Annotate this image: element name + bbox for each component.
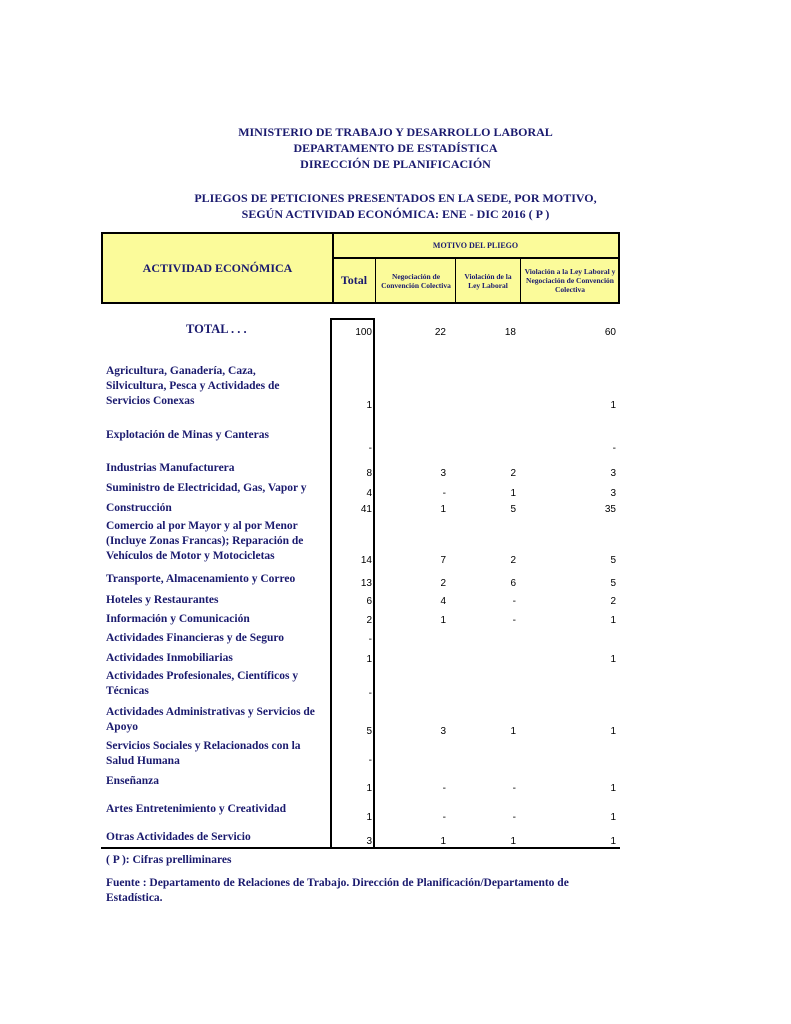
negotiation-column-header xyxy=(378,259,454,302)
value-total: 5 xyxy=(366,726,372,737)
division-name: DIRECCIÓN DE PLANIFICACIÓN xyxy=(300,157,491,171)
activity-label: Información y Comunicación xyxy=(106,613,250,625)
table-title-line1: PLIEGOS DE PETICIONES PRESENTADOS EN LA SEDE, POR MOTIVO, xyxy=(194,191,597,205)
value-total: 13 xyxy=(360,578,372,589)
value-both: 1 xyxy=(610,836,616,847)
value-total: - xyxy=(368,755,372,766)
activity-label: Transporte, Almacenamiento y Correo xyxy=(106,573,296,585)
table-header xyxy=(101,232,620,304)
value-total: 8 xyxy=(366,468,372,479)
activity-label: Comercio al por Mayor y al por Menor (Incluye Zonas Francas); Reparación de Vehículos de Motor y Motocicletas xyxy=(106,520,304,562)
total-column-label: Total xyxy=(340,273,368,287)
value-neg: - xyxy=(442,812,446,823)
value-neg: - xyxy=(442,488,446,499)
value-both: 35 xyxy=(604,504,616,515)
activity-label: Hoteles y Restaurantes xyxy=(106,594,219,606)
value-neg: 3 xyxy=(440,468,446,479)
totals-total: 100 xyxy=(355,327,372,338)
value-neg: 1 xyxy=(440,836,446,847)
value-total: 1 xyxy=(366,783,372,794)
activity-label: Servicios Sociales y Relacionados con la Salud Humana xyxy=(106,740,301,767)
value-total: 14 xyxy=(360,555,372,566)
value-total: - xyxy=(368,688,372,699)
value-total: 1 xyxy=(366,654,372,665)
activity-label: Industrias Manufacturera xyxy=(106,462,235,474)
preliminary-note: ( P ): Cifras prelliminares xyxy=(106,854,232,866)
value-viol: - xyxy=(512,783,516,794)
value-both: 5 xyxy=(610,578,616,589)
activity-label: Artes Entretenimiento y Creatividad xyxy=(106,803,287,815)
activity-label: Actividades Financieras y de Seguro xyxy=(106,632,285,644)
value-both: 1 xyxy=(610,615,616,626)
table-title-line2: SEGÚN ACTIVIDAD ECONÓMICA: ENE - DIC 2016 ( P ) xyxy=(241,207,550,221)
value-both: - xyxy=(612,443,616,454)
total-column-header xyxy=(333,259,375,302)
value-viol: 2 xyxy=(510,555,516,566)
value-both: 2 xyxy=(610,596,616,607)
value-both: 1 xyxy=(610,783,616,794)
value-viol: 1 xyxy=(510,488,516,499)
value-neg: 7 xyxy=(440,555,446,566)
table-bottom-rule xyxy=(101,847,620,849)
value-total: 3 xyxy=(366,836,372,847)
activity-label: Actividades Profesionales, Científicos y Técnicas xyxy=(106,670,299,697)
both-column-label: Violación a la Ley Laboral y Negociación de Convención Colectiva xyxy=(524,267,616,294)
activity-column-label: ACTIVIDAD ECONÓMICA xyxy=(142,260,293,275)
value-viol: 2 xyxy=(510,468,516,479)
activity-label: Construcción xyxy=(106,502,172,514)
value-total: - xyxy=(368,443,372,454)
value-both: 3 xyxy=(610,488,616,499)
value-total: 6 xyxy=(366,596,372,607)
value-both: 5 xyxy=(610,555,616,566)
activity-label: Otras Actividades de Servicio xyxy=(106,831,251,843)
value-both: 1 xyxy=(610,400,616,411)
totals-row xyxy=(0,322,791,340)
value-total: 1 xyxy=(366,400,372,411)
activity-label: Agricultura, Ganadería, Caza, Silvicultura, Pesca y Actividades de Servicios Conexas xyxy=(106,365,280,407)
totals-violation: 18 xyxy=(504,327,516,338)
violation-column-header xyxy=(458,259,518,302)
department-name: DEPARTAMENTO DE ESTADÍSTICA xyxy=(293,141,498,155)
activity-label: Enseñanza xyxy=(106,775,160,787)
value-neg: - xyxy=(442,783,446,794)
activity-label: Actividades Administrativas y Servicios de Apoyo xyxy=(106,706,315,733)
value-viol: 5 xyxy=(510,504,516,515)
totals-label: TOTAL . . . xyxy=(186,322,247,336)
value-total: 2 xyxy=(366,615,372,626)
activity-label: Suministro de Electricidad, Gas, Vapor y xyxy=(106,482,307,494)
value-neg: 1 xyxy=(440,615,446,626)
value-viol: 1 xyxy=(510,726,516,737)
value-total: 4 xyxy=(366,488,372,499)
both-column-header xyxy=(522,259,618,302)
value-viol: - xyxy=(512,812,516,823)
motive-group-header xyxy=(333,234,618,257)
value-both: 1 xyxy=(610,812,616,823)
totals-negotiation: 22 xyxy=(434,327,446,338)
value-neg: 3 xyxy=(440,726,446,737)
value-viol: 1 xyxy=(510,836,516,847)
ministry-name: MINISTERIO DE TRABAJO Y DESARROLLO LABORAL xyxy=(238,125,553,139)
value-neg: 1 xyxy=(440,504,446,515)
motive-group-label: MOTIVO DEL PLIEGO xyxy=(432,241,519,250)
value-total: 41 xyxy=(360,504,372,515)
value-total: - xyxy=(368,634,372,645)
value-both: 1 xyxy=(610,654,616,665)
activity-label: Actividades Inmobiliarias xyxy=(106,652,233,664)
value-viol: - xyxy=(512,615,516,626)
negotiation-column-label: Negociación de Convención Colectiva xyxy=(381,271,451,290)
totals-both: 60 xyxy=(604,327,616,338)
value-neg: 2 xyxy=(440,578,446,589)
violation-column-label: Violación de la Ley Laboral xyxy=(464,271,512,290)
activity-label: Explotación de Minas y Canteras xyxy=(106,429,269,441)
source-note: Fuente : Departamento de Relaciones de Trabajo. Dirección de Planificación/Departamento de Estadística. xyxy=(106,877,569,904)
activity-column-header xyxy=(103,234,332,302)
value-both: 1 xyxy=(610,726,616,737)
value-both: 3 xyxy=(610,468,616,479)
value-total: 1 xyxy=(366,812,372,823)
value-neg: 4 xyxy=(440,596,446,607)
value-viol: - xyxy=(512,596,516,607)
value-viol: 6 xyxy=(510,578,516,589)
